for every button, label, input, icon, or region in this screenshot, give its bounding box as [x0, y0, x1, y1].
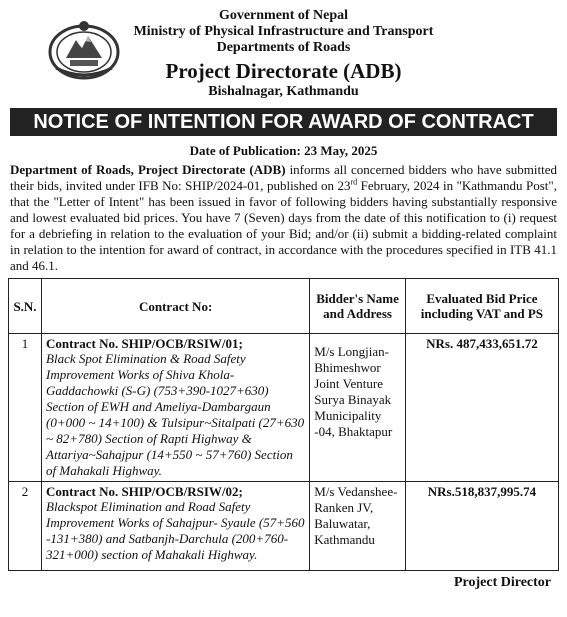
table-row: [9, 482, 559, 571]
bidder-name-address: M/s Longjian-Bhimeshwor Joint Venture Surya Binayak Municipality -04, Bhaktapur: [314, 344, 393, 439]
publication-date: Date of Publication: 23 May, 2025: [189, 143, 378, 158]
contract-number: Contract No. SHIP/OCB/RSIW/01;: [46, 336, 243, 351]
department-name: Departments of Roads: [216, 40, 351, 55]
row-price: NRs. 487,433,651.72: [405, 334, 558, 482]
contracts-table: [8, 278, 559, 571]
row-sn: 1: [9, 334, 42, 482]
row-bidder: [310, 334, 406, 482]
row-contract: [42, 482, 310, 571]
header-contract: Contract No:: [42, 279, 310, 334]
notice-title-bar: NOTICE OF INTENTION FOR AWARD OF CONTRACT: [10, 108, 557, 136]
row-sn: 2: [9, 482, 42, 571]
ministry-name: Ministry of Physical Infrastructure and Transport: [133, 24, 434, 39]
signature: Project Director: [453, 575, 551, 590]
government-name: Government of Nepal: [218, 8, 349, 23]
bidder-name-address: M/s Vedanshee-Ranken JV, Baluwatar, Kathmandu: [314, 484, 398, 547]
contract-number: Contract No. SHIP/OCB/RSIW/02;: [46, 484, 243, 499]
contract-description: Black Spot Elimination & Road Safety Improvement Works of Shiva Khola-Gaddachowki (S-G) (753+390-1027+630) Section of EWH and Ameliya-Dambargaun (0+000 ~ 14+100) & Tulsipur~Sitalpati (27+630 ~ 82+780) Section of Rapti Highway & Attariya~Sahajpur (14+550 ~ 57+760) Section of Mahakali Highway.: [46, 351, 305, 478]
row-price: NRs.518,837,995.74: [405, 482, 558, 571]
directorate-title: Project Directorate (ADB): [165, 59, 402, 83]
body-sup: rd: [350, 177, 358, 187]
directorate-address: Bishalnagar, Kathmandu: [208, 84, 359, 99]
nepal-government-emblem-icon: [46, 18, 122, 80]
row-contract: [42, 334, 310, 482]
header-bidder: Bidder's Name and Address: [310, 279, 406, 334]
body-text-b: February, 2024 in "Kathmandu Post", that the "Letter of Intent" has been issued in favor of following bidders having substantially responsive and lowest evaluated bid prices. You have 7 (Seven) days from the date of this notification to (i) request for a debriefing in relation to the evaluation of your Bid; and/or (ii) submit a bidding-related complaint in relation to the intention for award of contract, in accordance with the procedures specified in ITB 41.1 and 46.1.: [10, 178, 557, 273]
body-lead: Department of Roads, Project Directorate (ADB): [10, 162, 286, 177]
table-row: [9, 334, 559, 482]
header-sn: S.N.: [9, 279, 42, 334]
body-text-a: informs all concerned bidders who have submitted their bids, invited under IFB No: SHIP/2024-01, published on 23: [10, 162, 557, 193]
contract-description: Blackspot Elimination and Road Safety Improvement Works of Sahajpur- Syaule (57+560 -131+380) and Satbanjh-Darchula (200+760- 321+000) section of Mahakali Highway.: [46, 499, 305, 562]
row-bidder: [310, 482, 406, 571]
table-header-row: [9, 279, 559, 334]
notice-header: [8, 8, 559, 106]
notice-body: [10, 162, 557, 274]
header-price: Evaluated Bid Price including VAT and PS: [405, 279, 558, 334]
